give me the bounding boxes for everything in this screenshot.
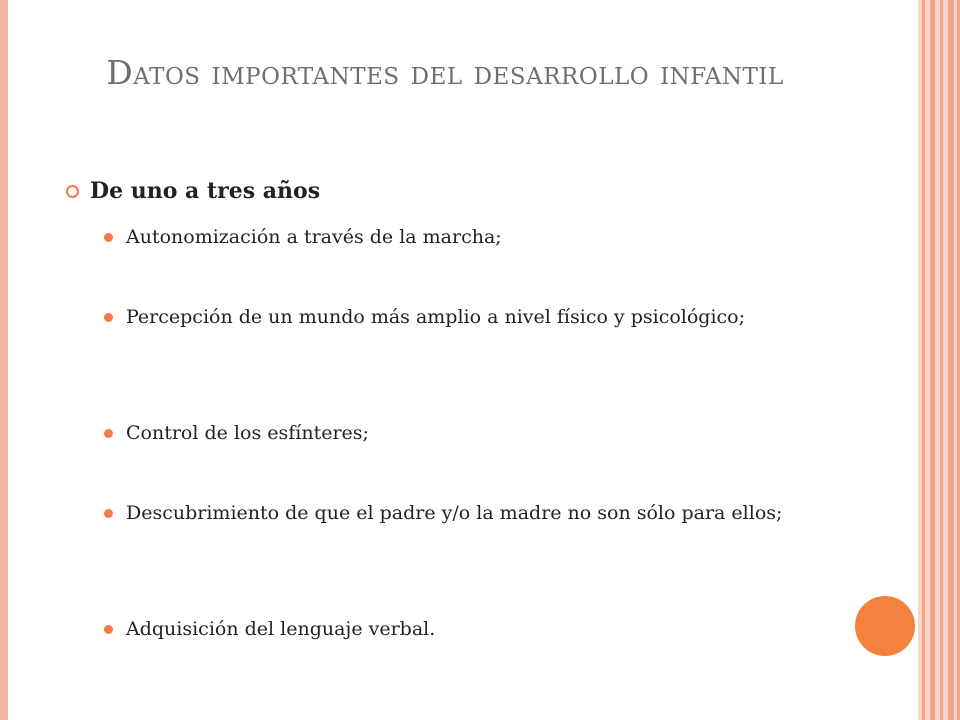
orange-circle-decoration [855, 596, 915, 656]
stripe [930, 0, 935, 720]
section-heading: De uno a tres años [90, 178, 321, 204]
heading-row [66, 178, 320, 204]
list-item-text: Control de los esfínteres; [126, 422, 369, 444]
list-item [108, 224, 808, 250]
dot-bullet-icon [104, 429, 113, 438]
list-item-text: Descubrimiento de que el padre y/o la madre no son sólo para ellos; [126, 502, 783, 524]
stripe [922, 0, 925, 720]
list-item-text: Autonomización a través de la marcha; [126, 226, 502, 248]
dot-bullet-icon [104, 233, 113, 242]
list-item [108, 500, 808, 526]
stripe [948, 0, 954, 720]
list-item-text: Percepción de un mundo más amplio a nivel físico y psicológico; [126, 306, 746, 328]
list-item [108, 616, 808, 642]
dot-bullet-icon [104, 313, 113, 322]
slide-canvas [8, 0, 918, 720]
slide-title: Datos importantes del desarrollo infantil [106, 53, 784, 92]
ring-bullet-icon [66, 185, 79, 198]
dot-bullet-icon [104, 509, 113, 518]
list-item-text: Adquisición del lenguaje verbal. [126, 618, 436, 640]
stripe [940, 0, 943, 720]
list-item [108, 304, 808, 330]
dot-bullet-icon [104, 625, 113, 634]
decorative-stripes [918, 0, 960, 720]
list-item [108, 420, 808, 446]
left-border [0, 0, 8, 720]
